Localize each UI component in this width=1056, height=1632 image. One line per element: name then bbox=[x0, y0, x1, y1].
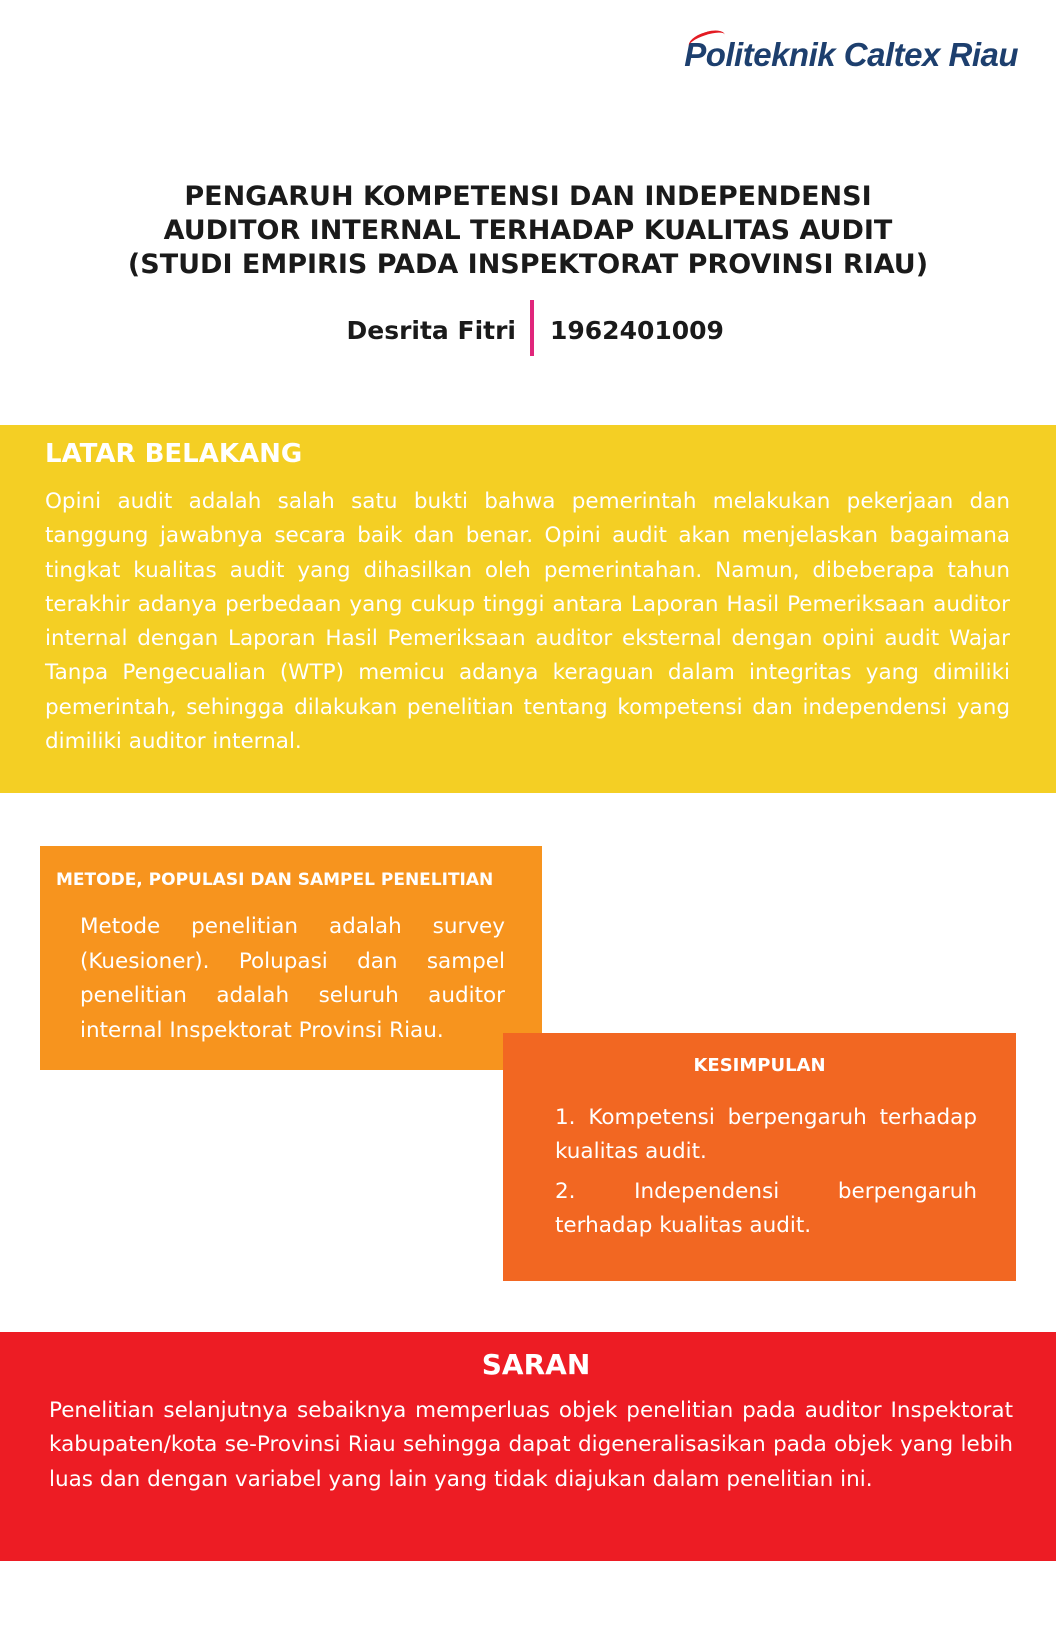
student-id: 1962401009 bbox=[550, 316, 724, 345]
logo-text: Politeknik Caltex Riau bbox=[684, 36, 1018, 73]
metode-section bbox=[40, 846, 542, 1070]
kesimpulan-item-2: 2. Independensi berpengaruh terhadap kualitas audit. bbox=[555, 1179, 977, 1238]
saran-section bbox=[0, 1332, 1056, 1561]
author-info bbox=[0, 300, 1056, 360]
latar-belakang-body: Opini audit adalah salah satu bukti bahwa pemerintah melakukan pekerjaan dan tanggung jawabnya secara baik dan benar. Opini audit akan menjelaskan bagaimana tingkat kualitas audit yang dihasilkan oleh pemerintahan. Namun, dibeberapa tahun terakhir adanya perbedaan yang cukup tinggi antara Laporan Hasil Pemeriksaan auditor internal dengan Laporan Hasil Pemeriksaan auditor eksternal dengan opini audit Wajar Tanpa Pengecualian (WTP) memicu adanya keraguan dalam integritas yang dimiliki pemerintah, sehingga dilakukan penelitian tentang kompetensi dan independensi yang dimiliki auditor internal. bbox=[45, 489, 1010, 755]
author-divider bbox=[530, 300, 534, 356]
kesimpulan-item-1: 1. Kompetensi berpengaruh terhadap kualitas audit. bbox=[555, 1105, 977, 1164]
kesimpulan-section bbox=[503, 1033, 1016, 1281]
title-line-3: (STUDI EMPIRIS PADA INSPEKTORAT PROVINSI RIAU) bbox=[127, 249, 929, 280]
latar-belakang-heading: LATAR BELAKANG bbox=[45, 439, 303, 469]
title-line-1: PENGARUH KOMPETENSI DAN INDEPENDENSI bbox=[184, 181, 872, 212]
institution-logo bbox=[684, 36, 1018, 74]
metode-body: Metode penelitian adalah survey (Kuesioner). Polupasi dan sampel penelitian adalah seluruh auditor internal Inspektorat Provinsi Riau. bbox=[80, 914, 505, 1043]
metode-heading: METODE, POPULASI DAN SAMPEL PENELITIAN bbox=[56, 870, 494, 890]
author-name: Desrita Fitri bbox=[346, 316, 516, 345]
saran-body: Penelitian selanjutnya sebaiknya memperluas objek penelitian pada auditor Inspektorat kabupaten/kota se-Provinsi Riau sehingga dapat digeneralisasikan pada objek yang lebih luas dan dengan variabel yang lain yang tidak diajukan dalam penelitian ini. bbox=[49, 1398, 1013, 1492]
poster-title bbox=[0, 180, 1056, 282]
title-line-2: AUDITOR INTERNAL TERHADAP KUALITAS AUDIT bbox=[163, 215, 893, 246]
kesimpulan-list bbox=[555, 1101, 977, 1249]
saran-heading: SARAN bbox=[481, 1348, 591, 1381]
kesimpulan-heading: KESIMPULAN bbox=[693, 1055, 826, 1076]
latar-belakang-section bbox=[0, 425, 1056, 793]
